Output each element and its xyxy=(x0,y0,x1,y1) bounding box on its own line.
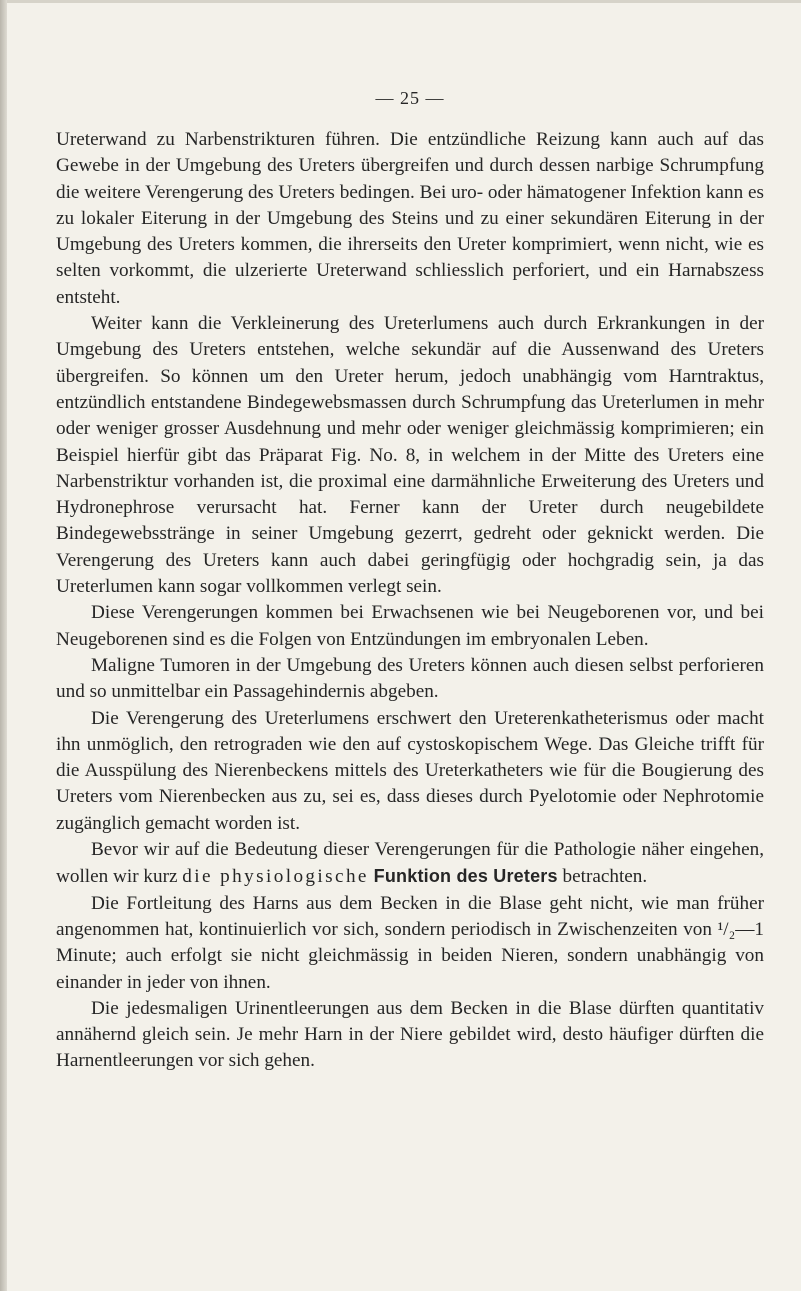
paragraph-1: Ureterwand zu Narbenstrikturen führen. Die entzündliche Reizung kann auch auf das Gewebe in der Umgebung des Ureters übergreifen und durch dessen narbige Schrumpfung die weitere Verengerung des Ureters bedingen. Bei uro- oder hämatogener Infektion kann es zu lokaler Eiterung in der Umgebung des Steins und zu einer sekundären Eiterung in der Umgebung des Ureters kommen, die ihrerseits den Ureter komprimiert, wenn nicht, wie es selten vorkommt, die ulzerierte Ureterwand schliesslich perforiert, und ein Harnabszess entsteht. xyxy=(56,129,764,308)
page-number: — 25 — xyxy=(375,88,445,108)
paragraph-6 xyxy=(56,837,764,891)
paragraph-6-text-after: betrachten. xyxy=(557,866,648,888)
paragraph-5: Die Verengerung des Ureterlumens erschwert den Ureterenkatheterismus oder macht ihn unmöglich, den retrograden wie den auf cystoskopischem Wege. Das Gleiche trifft für die Ausspülung des Nierenbeckens mittels des Ureterkatheters wie für die Bougierung des Ureters vom Nierenbecken aus zu, sei es, dass dieses durch Pyelotomie oder Nephrotomie zugänglich gemacht worden ist. xyxy=(56,707,764,834)
paragraph-7 xyxy=(56,891,764,996)
book-page xyxy=(56,88,764,1075)
spaced-emphasis: die physiologische xyxy=(182,866,369,888)
paragraph-7-text-before: Die Fortleitung des Harns aus dem Becken in die Blase geht nicht, wie man früher angenommen hat, kontinuierlich vor sich, sondern periodisch in Zwischenzeiten von xyxy=(56,892,764,940)
page-top-edge xyxy=(7,0,801,3)
paragraph-3: Diese Verengerungen kommen bei Erwachsenen wie bei Neugeborenen vor, und bei Neugeborenen sind es die Folgen von Entzündungen im embryonalen Leben. xyxy=(56,602,764,650)
paragraph-6-text-before: Bevor wir auf die Bedeutung dieser Verengerungen für die Pathologie näher eingehen, wollen wir kurz xyxy=(56,839,764,888)
paragraph-2: Weiter kann die Verkleinerung des Ureterlumens auch durch Erkrankungen in der Umgebung des Ureters entstehen, welche sekundär auf die Aussenwand des Ureters übergreifen. So können um den Ureter herum, jedoch unabhängig vom Harntraktus, entzündlich entstandene Bindegewebsmassen durch Schrumpfung das Ureterlumen in mehr oder weniger grosser Ausdehnung und mehr oder weniger gleichmässig komprimieren; ein Beispiel hierfür gibt das Präparat Fig. No. 8, in welchem in der Mitte des Ureters eine Narbenstriktur vorhanden ist, die proximal eine darmähnliche Erweiterung des Ureters und Hydronephrose verursacht hat. Ferner kann der Ureter durch neugebildete Bindegewebsstränge in seiner Umgebung gezerrt, gedreht oder geknickt werden. Die Verengerung des Ureters kann auch dabei geringfügig oder hochgradig sein, ja das Ureterlumen kann sogar vollkommen verlegt sein. xyxy=(56,313,764,598)
paragraph-8: Die jedesmaligen Urinentleerungen aus dem Becken in die Blase dürften quantitativ annähernd gleich sein. Je mehr Harn in der Niere gebildet wird, desto häufiger dürften die Harnentleerungen vor sich gehen. xyxy=(56,997,764,1072)
fraction-half: ¹/₂ xyxy=(717,918,736,940)
book-binding-edge xyxy=(0,0,7,1291)
bold-emphasis-funktion: Funktion des Ureters xyxy=(373,866,558,887)
paragraph-4: Maligne Tumoren in der Umgebung des Ureters können auch diesen selbst perforieren und so unmittelbar ein Passagehindernis abgeben. xyxy=(56,654,764,703)
paragraph-7-text-after: —1 Minute; auch erfolgt sie nicht gleichmässig in beiden Nieren, sondern unabhängig von einander in jeder von ihnen. xyxy=(56,918,764,993)
